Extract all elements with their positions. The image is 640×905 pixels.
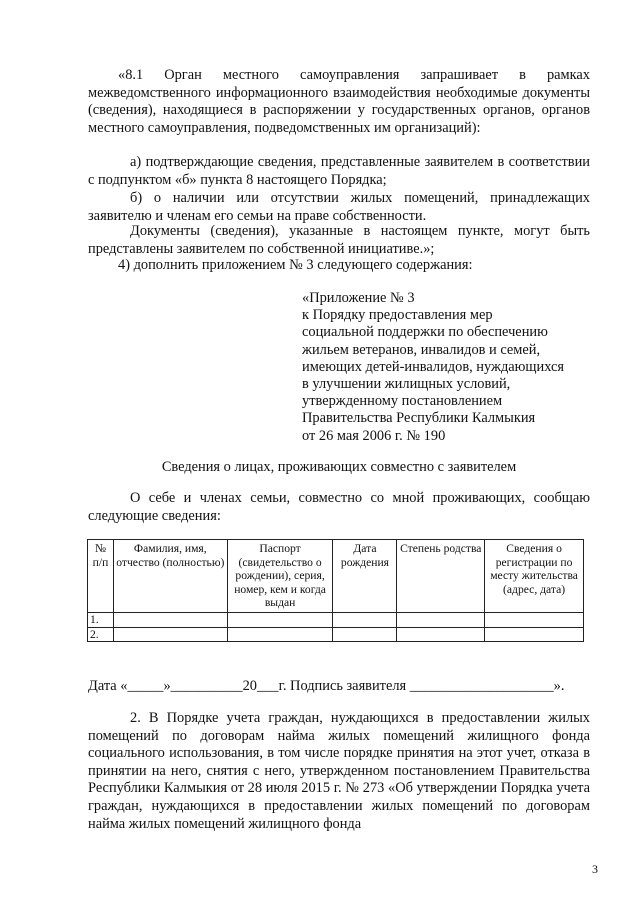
appendix-line: к Порядку предоставления мер — [302, 307, 493, 324]
header-number: № п/п — [88, 540, 114, 613]
table-header-row — [88, 540, 584, 613]
appendix-line: имеющих детей-инвалидов, нуждающихся — [302, 358, 564, 375]
cell — [485, 627, 584, 642]
section-2-paragraph: 2. В Порядке учета граждан, нуждающихся в предоставлении жилых помещений по договорам найма жилых помещений жилищного фонда социального использования, в том числе порядке принятия на этот учет, отказа в принятии на него, снятия с него, утвержденном постановлением Правительства Республики Калмыкия от 28 июля 2015 г. № 273 «Об утверждении Порядка учета граждан, нуждающихся в предоставлении жилых помещений по договорам найма жилых помещений жилищного фонда — [88, 710, 590, 832]
paragraph-item-b: б) о наличии или отсутствии жилых помещений, принадлежащих заявителю и членам его семьи на праве собственности. — [88, 190, 590, 224]
cell — [397, 612, 485, 627]
appendix-line: жильем ветеранов, инвалидов и семей, — [302, 341, 541, 358]
cell — [397, 627, 485, 642]
appendix-line: социальной поддержки по обеспечению — [302, 324, 548, 341]
page-number: 3 — [592, 862, 598, 876]
cell — [227, 612, 333, 627]
appendix-line: в улучшении жилищных условий, — [302, 376, 511, 393]
cell — [485, 612, 584, 627]
row-number: 1. — [88, 612, 114, 627]
header-passport: Паспорт (свидетельство о рождении), серия, номер, кем и когда выдан — [227, 540, 333, 613]
appendix-line: утвержденному постановлением — [302, 393, 503, 410]
paragraph-add-appendix: 4) дополнить приложением № 3 следующего содержания: — [118, 257, 473, 273]
appendix-line: «Приложение № 3 — [302, 290, 415, 306]
header-full-name: Фамилия, имя, отчество (полностью) — [113, 540, 227, 613]
header-registration: Сведения о регистрации по месту жительства (адрес, дата) — [485, 540, 584, 613]
appendix-line: Правительства Республики Калмыкия — [302, 410, 536, 427]
cell — [113, 612, 227, 627]
cell — [227, 627, 333, 642]
form-title: Сведения о лицах, проживающих совместно с заявителем — [161, 459, 517, 475]
appendix-header — [302, 290, 602, 445]
cell — [113, 627, 227, 642]
paragraph-8-1: «8.1 Орган местного самоуправления запрашивает в рамках межведомственного информационного взаимодействия необходимые документы (сведения), находящиеся в распоряжении у государственных органов, органов местного самоуправления, подведомственных им организаций): — [88, 67, 590, 136]
residents-table — [87, 539, 584, 642]
paragraph-documents: Документы (сведения), указанные в настоящем пункте, могут быть представлены заявителем по собственной инициативе.»; — [88, 223, 590, 257]
header-birth-date: Дата рождения — [333, 540, 397, 613]
row-number: 2. — [88, 627, 114, 642]
cell — [333, 627, 397, 642]
table-row — [88, 612, 584, 627]
appendix-line: от 26 мая 2006 г. № 190 — [302, 427, 446, 444]
date-signature-line: Дата «_____»__________20___г. Подпись заявителя ____________________». — [88, 678, 565, 694]
paragraph-item-a: а) подтверждающие сведения, представленные заявителем в соответствии с подпунктом «б» пункта 8 настоящего Порядка; — [88, 154, 590, 188]
form-intro: О себе и членах семьи, совместно со мной проживающих, сообщаю следующие сведения: — [88, 490, 590, 524]
header-relationship: Степень родства — [397, 540, 485, 613]
table-row — [88, 627, 584, 642]
cell — [333, 612, 397, 627]
